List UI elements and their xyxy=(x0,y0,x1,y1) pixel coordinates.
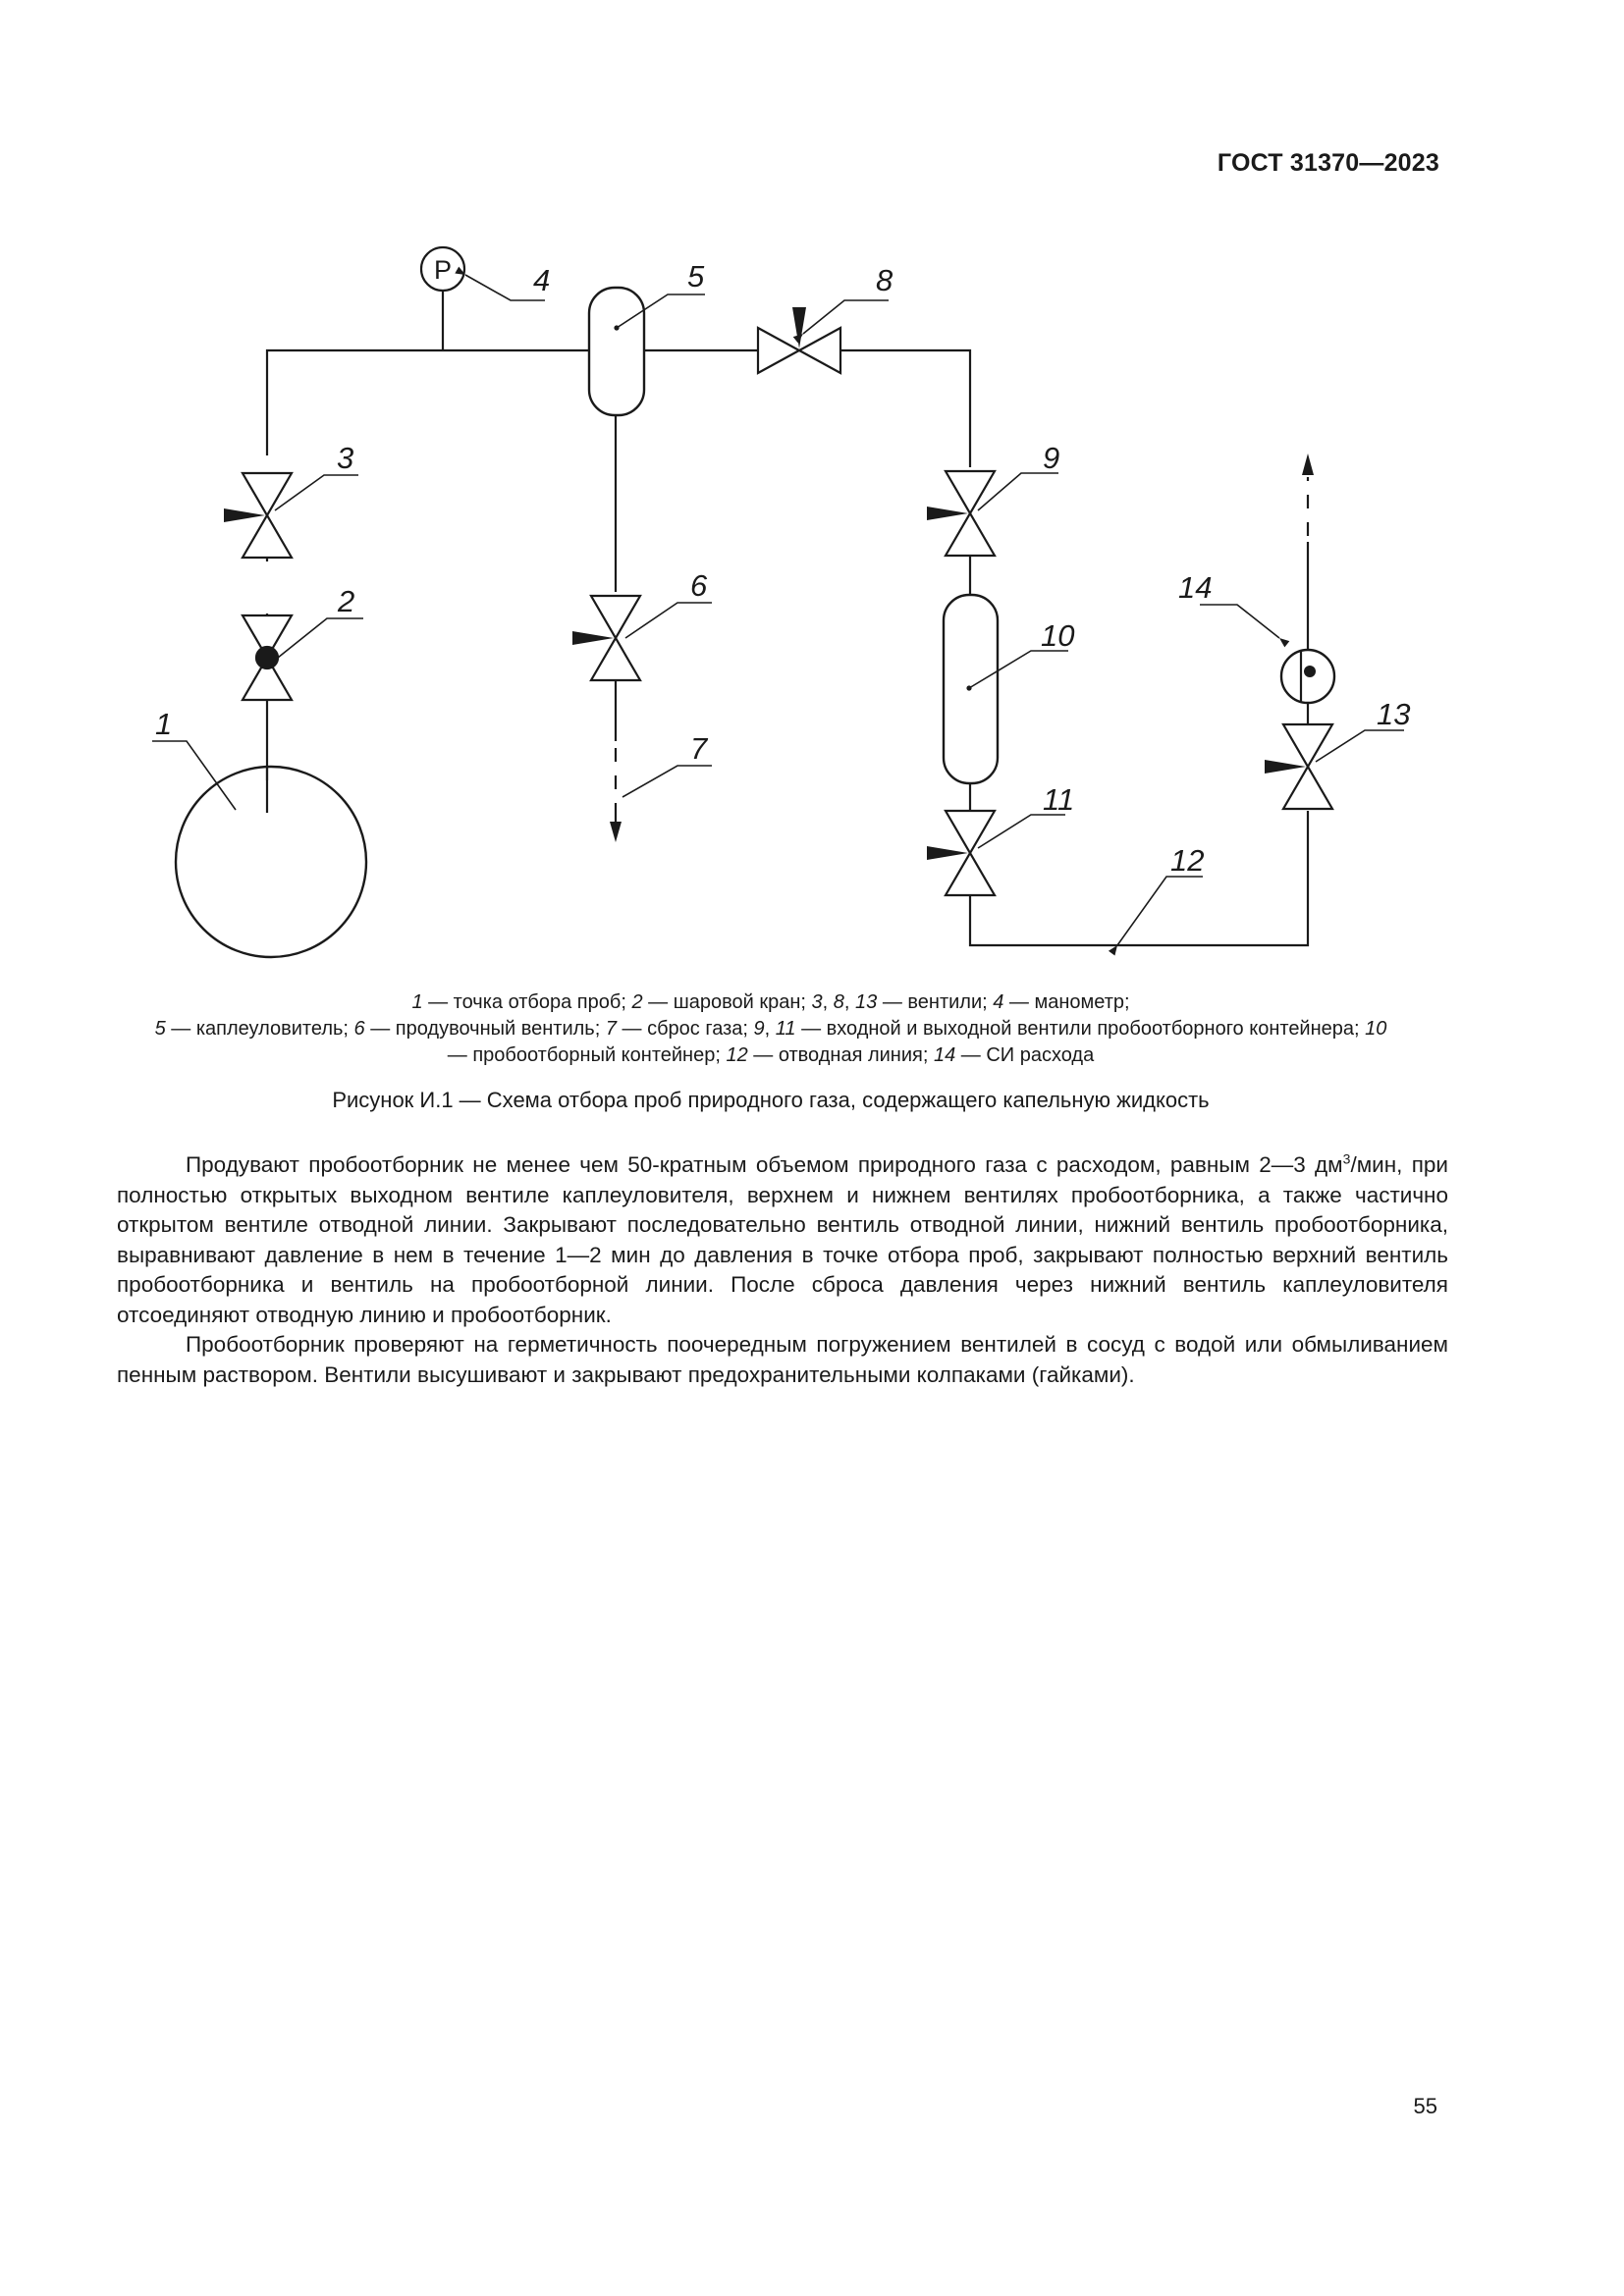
vent-arrow xyxy=(1302,454,1314,475)
valve-13 xyxy=(1265,724,1332,809)
sampling-scheme-diagram xyxy=(0,0,1624,982)
legend-item: 12 — отводная линия; xyxy=(726,1044,934,1066)
valve-11 xyxy=(927,811,995,895)
pipe-top-right xyxy=(644,350,970,467)
ref-label-10: 10 xyxy=(1041,618,1075,653)
ref-label-11: 11 xyxy=(1043,782,1075,817)
legend-item: 11 — входной и выходной вентили пробоотборного контейнера; xyxy=(775,1018,1366,1040)
ref-label-5: 5 xyxy=(687,259,705,294)
paragraph: Продувают пробоотборник не менее чем 50-кратным объемом природного газа с расходом, равным 2—3 $дм^3$/мин, при полностью открытых выходном вентиле каплеуловителя, верхнем и нижнем вентилях пробоотборника, а также частично открытом вентиле отводной линии. Закрывают последовательно вентиль отводной линии, нижний вентиль пробоотборника, выравнивают давление в нем в течение 1—2 мин до давления в точке отбора проб, закрывают полностью верхний вентиль пробоотборника и вентиль на пробоотборной линии. После сброса давления через нижний вентиль каплеуловителя отсоединяют отводную линию и пробоотборник. xyxy=(117,1150,1448,1327)
drain-arrow xyxy=(610,822,622,842)
legend-item: 10 — пробоотборный контейнер; xyxy=(447,1018,1387,1066)
legend-item: 4 — манометр; xyxy=(993,991,1130,1013)
legend-item: 6 — продувочный вентиль; xyxy=(353,1018,606,1040)
figure-caption: Рисунок И.1 — Схема отбора проб природного газа, содержащего капельную жидкость xyxy=(332,1088,1210,1112)
legend-item: 2 — шаровой кран; xyxy=(631,991,812,1013)
ref-label-4: 4 xyxy=(533,263,551,297)
sampling-point-circle xyxy=(176,767,366,957)
page-number: 55 xyxy=(1413,2094,1437,2118)
legend-item: 8, xyxy=(833,991,856,1013)
manometer-4 xyxy=(421,247,464,291)
ref-label-13: 13 xyxy=(1377,697,1411,731)
ref-label-9: 9 xyxy=(1043,441,1060,475)
ref-label-12: 12 xyxy=(1170,843,1205,878)
legend-item: 3, xyxy=(811,991,834,1013)
ref-label-7: 7 xyxy=(690,731,708,766)
legend-item: 1 — точка отбора проб; xyxy=(411,991,632,1013)
ref-label-6: 6 xyxy=(690,568,708,603)
ref-label-14: 14 xyxy=(1178,570,1213,605)
body-text xyxy=(117,1150,1448,1390)
valve-9 xyxy=(927,471,995,556)
pipe-left-riser xyxy=(267,350,589,780)
legend-item: 13 — вентили; xyxy=(855,991,994,1013)
valve-8 xyxy=(758,307,840,373)
flow-meter-14 xyxy=(1281,650,1334,703)
legend-item: 9, xyxy=(753,1018,776,1040)
droplet-trap-5 xyxy=(589,288,644,415)
ref-label-1: 1 xyxy=(155,707,173,741)
legend-item: 5 — каплеуловитель; xyxy=(154,1018,354,1040)
valve-3 xyxy=(224,473,292,558)
ref-label-2: 2 xyxy=(338,584,355,618)
document-header: ГОСТ 31370—2023 xyxy=(1217,149,1439,177)
paragraph: Пробоотборник проверяют на герметичность поочередным погружением вентилей в сосуд с водой или обмыливанием пенным раствором. Вентили высушивают и закрывают предохранительными колпаками (гайками). xyxy=(117,1332,1448,1387)
ref-label-8: 8 xyxy=(876,263,893,297)
ref-label-3: 3 xyxy=(337,441,354,475)
figure-legend xyxy=(147,989,1394,1069)
legend-item: 7 — сброс газа; xyxy=(605,1018,754,1040)
legend-item: 14 — СИ расхода xyxy=(933,1044,1095,1066)
manometer-symbol: P xyxy=(433,255,453,285)
pipe-right-lower xyxy=(970,556,1308,945)
valve-6 xyxy=(572,596,640,680)
ball-valve-2 xyxy=(243,615,292,700)
